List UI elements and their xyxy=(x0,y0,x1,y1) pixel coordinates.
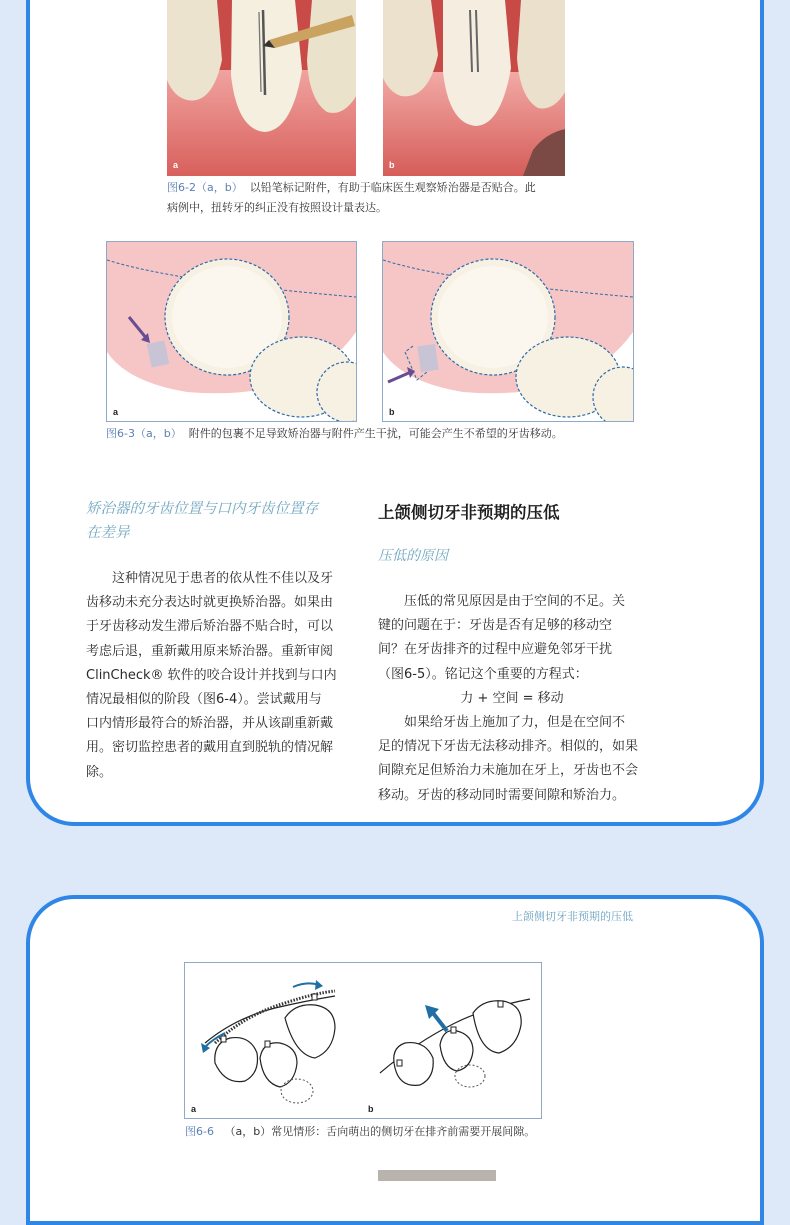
tooth-pencil-photo-b xyxy=(383,0,565,176)
right-section-heading: 上颌侧切牙非预期的压低 xyxy=(378,503,560,522)
left-body-line-4: 考虑后退，重新戴用原来矫治器。重新审阅 xyxy=(86,643,334,659)
figure-6-2-caption-line1: 以铅笔标记附件，有助于临床医生观察矫治器是否贴合。此 xyxy=(249,181,536,194)
figure-6-6-diagram xyxy=(184,962,542,1119)
left-section-heading-line1: 矫治器的牙齿位置与口内牙齿位置存 xyxy=(86,501,318,517)
right-body-line-2: 键的问题在于：牙齿是否有足够的移动空 xyxy=(378,618,613,634)
right-body-line-7: 间隙充足但矫治力未施加在牙上，牙齿也不会 xyxy=(378,763,639,779)
right-body-line-6: 足的情况下牙齿无法移动排齐。相似的，如果 xyxy=(378,739,639,755)
figure-6-2-caption-line2: 病例中，扭转牙的纠正没有按照设计量表达。 xyxy=(167,201,387,214)
figure-6-6-caption xyxy=(185,1122,685,1142)
figure-6-3b-diagram xyxy=(382,241,634,422)
figure-6-2b-photo xyxy=(383,0,565,176)
running-head: 上颌侧切牙非预期的压低 xyxy=(512,910,633,923)
left-section-body xyxy=(86,567,354,785)
left-body-line-2: 齿移动未充分表达时就更换矫治器。如果由 xyxy=(86,595,334,611)
figure-6-3a-label: a xyxy=(113,407,119,417)
figure-6-3a-diagram xyxy=(106,241,357,422)
figure-6-2-caption xyxy=(167,178,587,218)
figure-6-2a-label: a xyxy=(173,160,179,170)
right-body-line-4: （图6-5）。铭记这个重要的方程式： xyxy=(378,666,588,682)
left-body-line-7: 口内情形最符合的矫治器，并从该副重新戴 xyxy=(86,716,334,732)
left-body-line-5: ClinCheck® 软件的咬合设计并找到与口内 xyxy=(86,667,337,683)
figure-6-6b-label: b xyxy=(368,1104,374,1114)
right-body-line-5: 如果给牙齿上施加了力，但是在空间不 xyxy=(404,715,626,731)
right-section-subheading: 压低的原因 xyxy=(378,548,448,564)
left-body-line-8: 用。密切监控患者的戴用直到脱轨的情况解 xyxy=(86,740,334,756)
left-body-line-1: 这种情况见于患者的依从性不佳以及牙 xyxy=(112,571,334,586)
tooth-pencil-photo-a xyxy=(167,0,356,176)
figure-6-6a-label: a xyxy=(191,1104,197,1114)
figure-6-6-caption-text: （a，b）常见情形：舌向萌出的侧切牙在排齐前需要开展间隙。 xyxy=(224,1125,536,1138)
left-body-line-3: 于牙齿移动发生滞后矫治器不贴合时，可以 xyxy=(86,619,334,635)
left-body-line-6: 情况最相似的阶段（图6-4）。尝试戴用与 xyxy=(86,692,322,708)
right-body-line-8: 移动。牙齿的移动同时需要间隙和矫治力。 xyxy=(378,787,626,803)
right-section-body xyxy=(378,590,646,808)
figure-6-3b-label: b xyxy=(389,407,395,417)
figure-6-3-caption-text: 附件的包裹不足导致矫治器与附件产生干扰，可能会产生不希望的牙齿移动。 xyxy=(188,427,563,440)
figure-6-2-number: 图6-2（a，b） xyxy=(167,181,243,194)
figure-6-2a-photo xyxy=(167,0,356,176)
figure-6-3-caption xyxy=(106,424,666,444)
left-section-heading-line2: 在差异 xyxy=(86,525,130,541)
figure-6-6-number: 图6-6 xyxy=(185,1125,214,1138)
next-figure-photo-edge xyxy=(378,1170,496,1181)
left-body-line-9: 除。 xyxy=(86,764,113,780)
equation: 力 + 空间 = 移动 xyxy=(460,690,564,706)
figure-6-3-number: 图6-3（a，b） xyxy=(106,427,182,440)
left-section-heading xyxy=(86,497,376,545)
right-body-line-3: 间？在牙齿排齐的过程中应避免邻牙干扰 xyxy=(378,642,613,658)
right-body-line-1: 压低的常见原因是由于空间的不足。关 xyxy=(404,594,626,609)
figure-6-2b-label: b xyxy=(389,160,395,170)
